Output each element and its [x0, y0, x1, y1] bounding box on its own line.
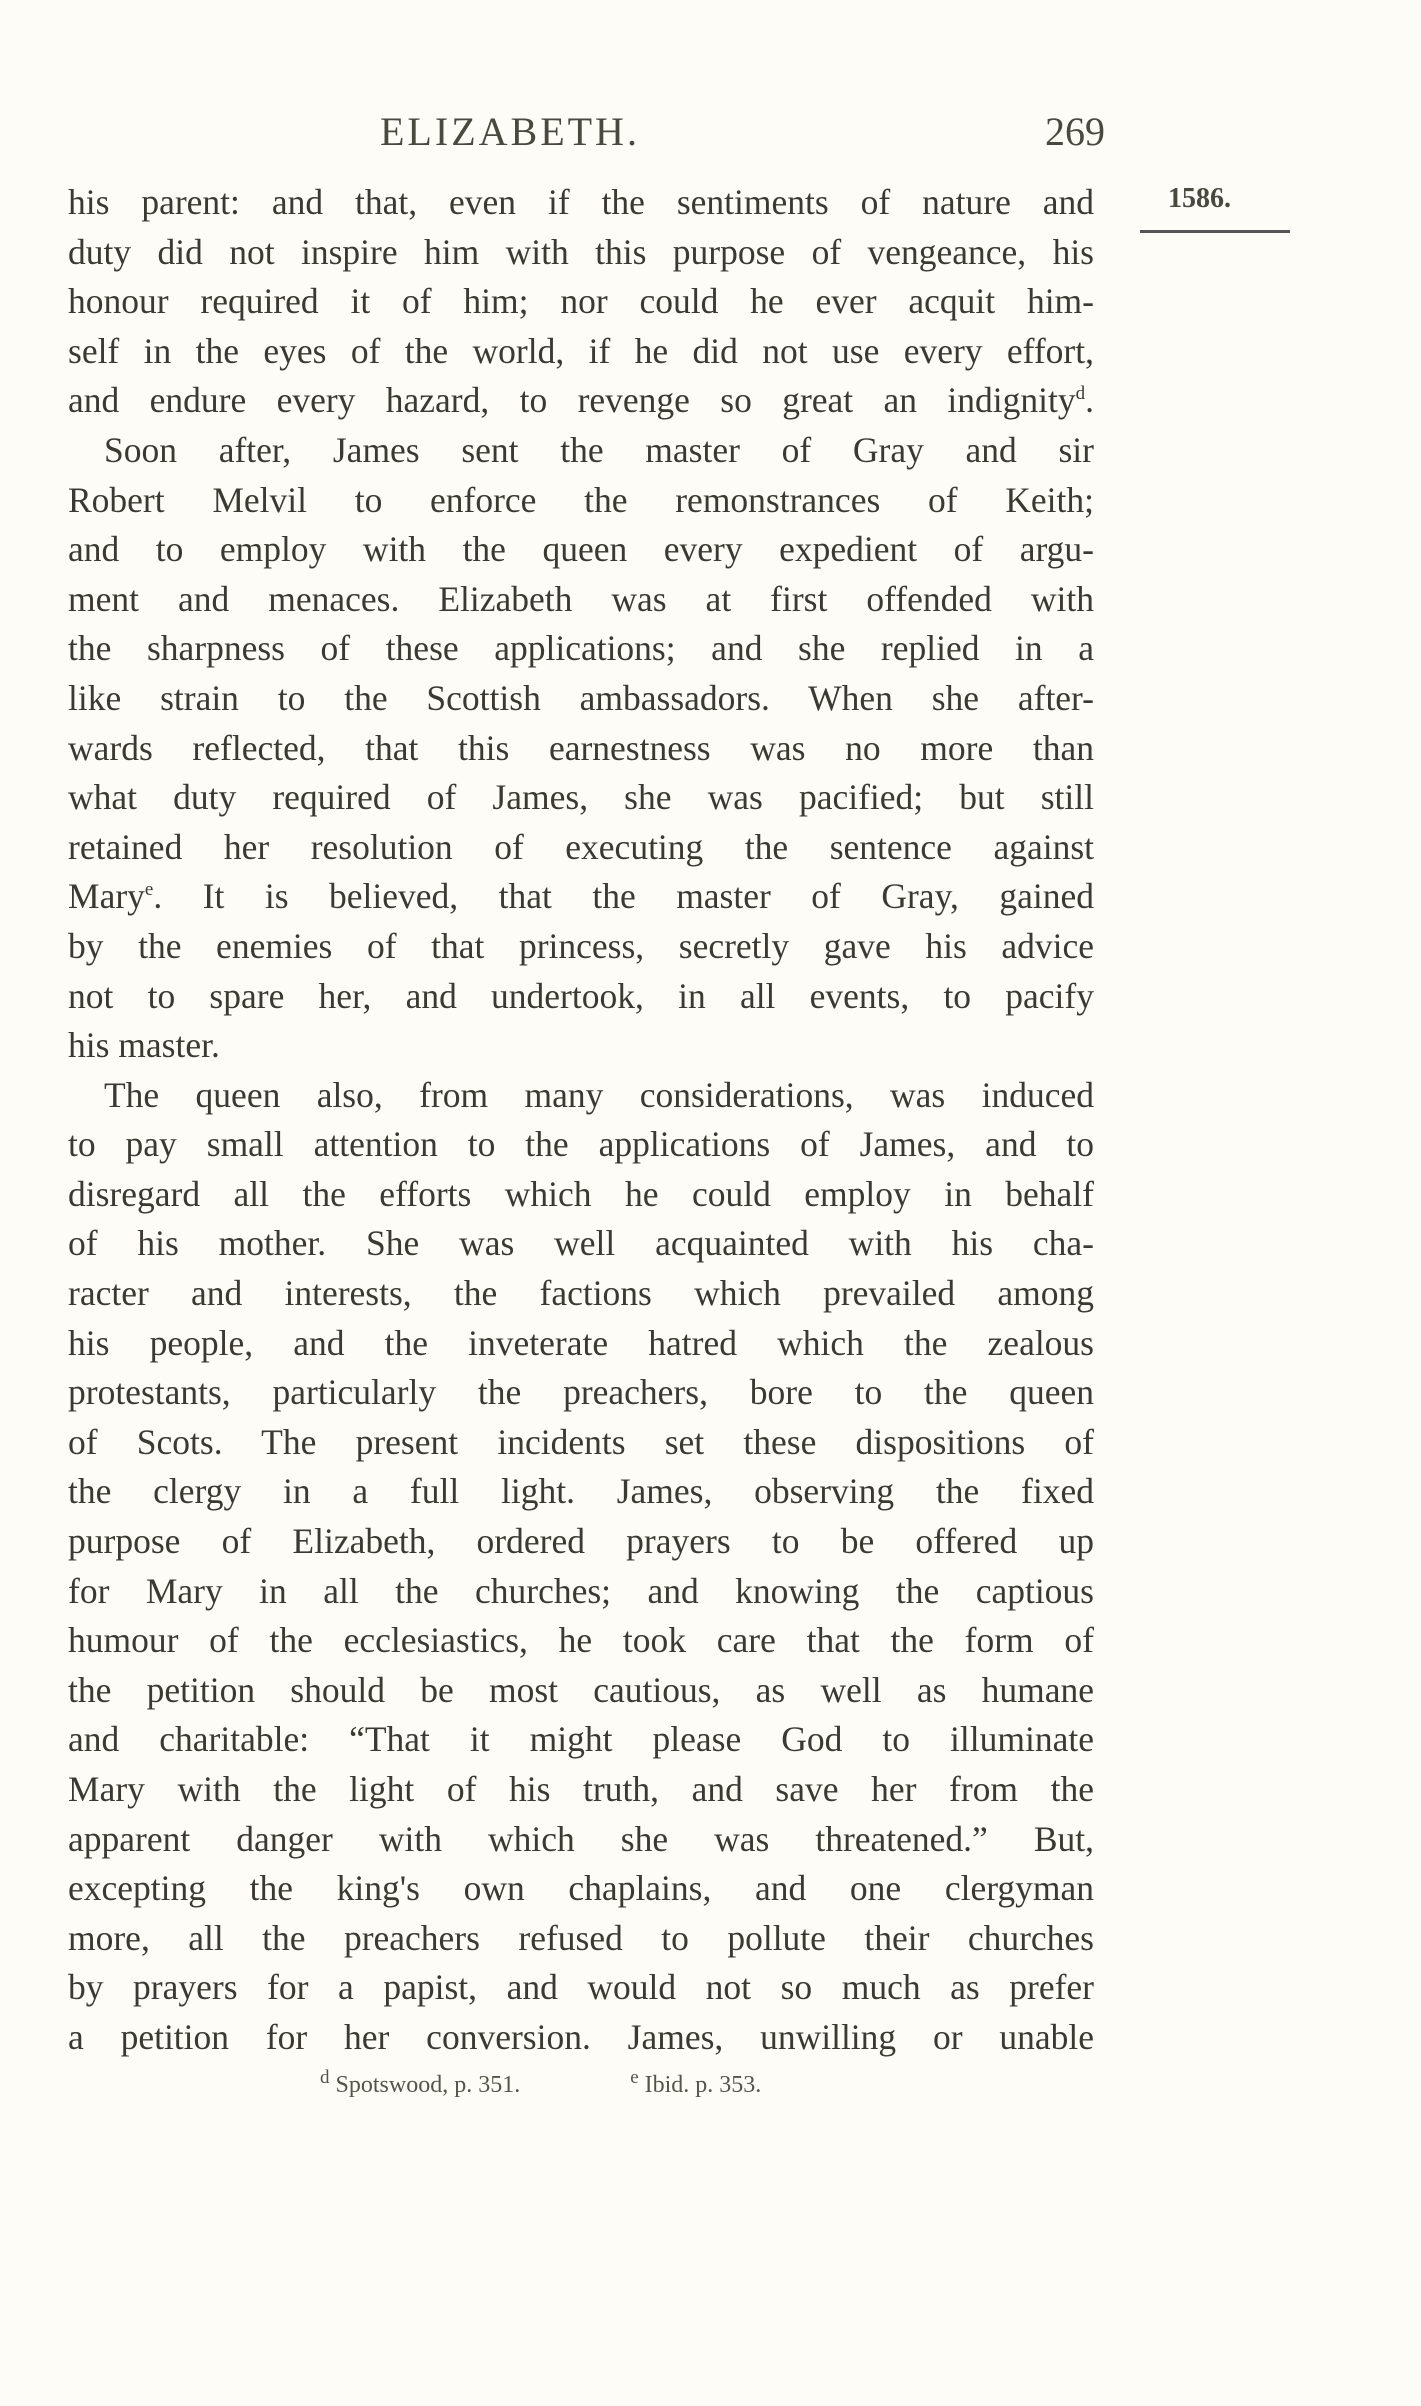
- text-line: [68, 228, 1094, 278]
- line-text: wards reflected, that this earnestness was no more than: [68, 727, 1094, 768]
- text-line: [68, 1715, 1094, 1765]
- text-line: [68, 1319, 1094, 1369]
- line-text: his parent: and that, even if the sentiments of nature and: [68, 182, 1094, 222]
- line-text: racter and interests, the factions which prevailed among: [68, 1273, 1094, 1314]
- line-text: ment and menaces. Elizabeth was at first offended with: [68, 578, 1094, 619]
- text-line: [68, 872, 1094, 922]
- line-text: the sharpness of these applications; and she replied in a: [68, 628, 1094, 669]
- line-text: by the enemies of that princess, secretly gave his advice: [68, 925, 1094, 966]
- text-line: [68, 674, 1094, 724]
- margin-rule-divider: [1140, 230, 1290, 233]
- text-line: [68, 1864, 1094, 1914]
- line-text: duty did not inspire him with this purpose of vengeance, his: [68, 231, 1094, 272]
- text-line: [68, 1120, 1094, 1170]
- text-line: [68, 376, 1094, 426]
- text-line: [68, 1765, 1094, 1815]
- running-header-title: ELIZABETH.: [380, 109, 640, 154]
- text-line: [68, 823, 1094, 873]
- line-text: honour required it of him; nor could he ever acquit him-: [68, 281, 1094, 322]
- line-text: Mary: [68, 876, 145, 917]
- line-text: a petition for her conversion. James, unwilling or unable: [68, 2016, 1094, 2057]
- line-text: of his mother. She was well acquainted with his cha-: [68, 1223, 1094, 1264]
- text-line: [68, 1963, 1094, 2013]
- footnote: [320, 2067, 521, 2098]
- text-line: [68, 476, 1094, 526]
- text-line: [68, 1219, 1094, 1269]
- line-text: self in the eyes of the world, if he did not use every effort,: [68, 330, 1094, 371]
- margin-year-note: 1586.: [1168, 183, 1231, 214]
- line-text: humour of the ecclesiastics, he took care that the form of: [68, 1620, 1094, 1661]
- footnote: [630, 2067, 762, 2098]
- footnote-mark: d: [320, 2067, 330, 2088]
- page-number: 269: [1045, 109, 1105, 154]
- text-line: [68, 178, 1094, 228]
- line-text: purpose of Elizabeth, ordered prayers to be offered up: [68, 1521, 1094, 1562]
- line-text: the petition should be most cautious, as well as humane: [68, 1669, 1094, 1710]
- text-line: [68, 1269, 1094, 1319]
- body-text: [68, 178, 1094, 2063]
- line-text: by prayers for a papist, and would not so much as prefer: [68, 1967, 1094, 2008]
- line-text: Soon after, James sent the master of Gray and sir: [104, 429, 1094, 470]
- line-text: not to spare her, and undertook, in all events, to pacify: [68, 975, 1094, 1016]
- text-line: [68, 525, 1094, 575]
- line-text: and endure every hazard, to revenge so great an indignity: [68, 380, 1076, 421]
- text-line: [68, 575, 1094, 625]
- line-text: like strain to the Scottish ambassadors. When she after-: [68, 677, 1094, 718]
- footnote-reference: d: [1075, 383, 1086, 405]
- text-line: [68, 1467, 1094, 1517]
- line-text: of Scots. The present incidents set these dispositions of: [68, 1421, 1094, 1462]
- line-text: and charitable: “That it might please God to illuminate: [68, 1719, 1094, 1760]
- line-text: what duty required of James, she was pacified; but still: [68, 777, 1094, 818]
- line-text: his people, and the inveterate hatred which the zealous: [68, 1322, 1094, 1363]
- text-line: [68, 426, 1094, 476]
- line-text-continued: . It is believed, that the master of Gray, gained: [153, 876, 1094, 917]
- text-line: [68, 327, 1094, 377]
- line-text: Robert Melvil to enforce the remonstrances of Keith;: [68, 479, 1094, 520]
- footnote-text: Spotswood, p. 351.: [329, 2072, 521, 2098]
- line-text: The queen also, from many considerations, was induced: [104, 1074, 1094, 1115]
- text-line: [68, 1914, 1094, 1964]
- text-line: [68, 2013, 1094, 2063]
- text-line: [68, 1368, 1094, 1418]
- text-line: [68, 1567, 1094, 1617]
- line-text-continued: .: [1085, 380, 1094, 421]
- line-text: the clergy in a full light. James, observing the fixed: [68, 1471, 1094, 1512]
- text-line: [68, 773, 1094, 823]
- line-text: to pay small attention to the applications of James, and to: [68, 1124, 1094, 1165]
- line-text: retained her resolution of executing the sentence against: [68, 826, 1094, 867]
- text-line: [68, 1517, 1094, 1567]
- text-line: [68, 1170, 1094, 1220]
- footnote-mark: e: [630, 2067, 639, 2088]
- text-line: [68, 1815, 1094, 1865]
- text-line: [68, 624, 1094, 674]
- line-text: protestants, particularly the preachers, bore to the queen: [68, 1372, 1094, 1413]
- line-text: apparent danger with which she was threatened.” But,: [68, 1818, 1094, 1859]
- line-text: for Mary in all the churches; and knowing the captious: [68, 1570, 1094, 1611]
- text-line: [68, 922, 1094, 972]
- text-line: [68, 1071, 1094, 1121]
- text-line: [68, 1418, 1094, 1468]
- line-text: more, all the preachers refused to pollute their churches: [68, 1917, 1094, 1958]
- line-text: and to employ with the queen every expedient of argu-: [68, 529, 1094, 570]
- footnote-text: Ibid. p. 353.: [638, 2072, 762, 2098]
- text-line: [68, 277, 1094, 327]
- line-text: disregard all the efforts which he could employ in behalf: [68, 1173, 1094, 1214]
- line-text: Mary with the light of his truth, and save her from the: [68, 1769, 1094, 1809]
- footnotes: [320, 2067, 871, 2099]
- footnote-reference: e: [144, 879, 154, 901]
- text-line: [68, 724, 1094, 774]
- line-text: his master.: [68, 1025, 220, 1066]
- text-line: [68, 1616, 1094, 1666]
- text-line: [68, 972, 1094, 1022]
- line-text: excepting the king's own chaplains, and one clergyman: [68, 1868, 1094, 1909]
- text-line: [68, 1021, 1094, 1071]
- text-line: [68, 1666, 1094, 1716]
